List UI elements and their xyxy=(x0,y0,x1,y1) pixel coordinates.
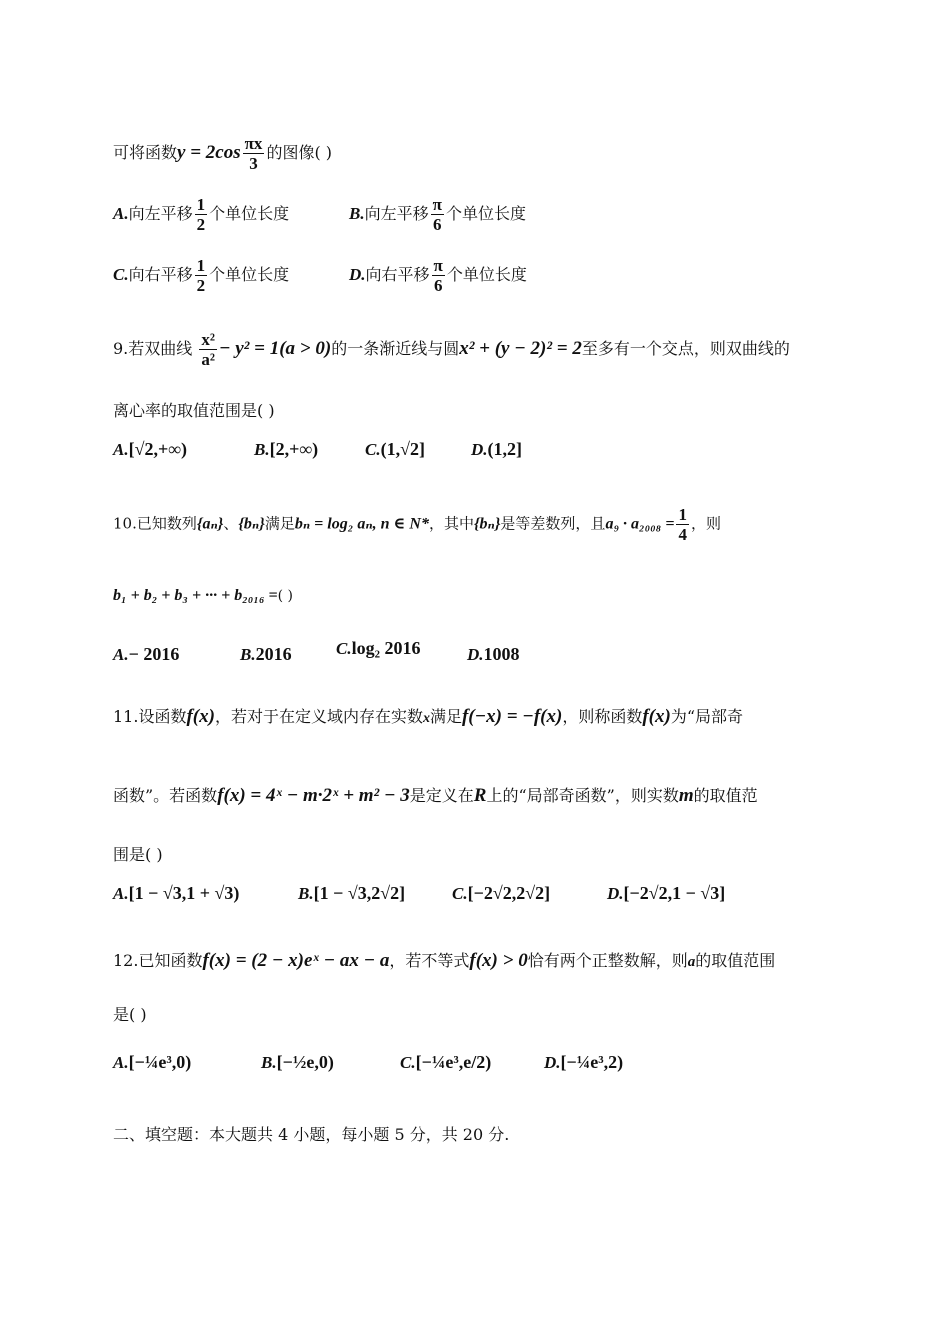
option-value: log₂ 2016 xyxy=(351,638,421,658)
option-label: C. xyxy=(452,884,468,903)
option-value: [2,+∞) xyxy=(269,439,319,459)
q8-option-d[interactable] xyxy=(349,256,527,295)
q10-text: 是等差数列，且 xyxy=(500,514,606,533)
q8-frac-num: πx xyxy=(244,134,263,153)
option-value: [−¼e³,0) xyxy=(128,1052,192,1072)
q9-stem-line2 xyxy=(113,400,840,422)
option-fraction xyxy=(432,256,445,295)
option-label: B. xyxy=(298,884,314,903)
option-label: B. xyxy=(261,1053,277,1072)
q11-option-b[interactable] xyxy=(298,883,405,904)
option-value: [1 − √3,1 + √3) xyxy=(128,883,240,903)
option-value: [√2,+∞) xyxy=(128,439,188,459)
frac-num: 1 xyxy=(678,505,687,524)
q10-seq-a: {aₙ} xyxy=(196,515,224,533)
q11-fx: f(x) xyxy=(186,706,215,727)
q9-option-d[interactable] xyxy=(471,439,522,460)
option-value: (1,2] xyxy=(487,439,523,459)
q9-text: 的一条渐近线与圆 xyxy=(331,339,460,358)
q9-hyperbola-fraction xyxy=(199,330,217,369)
option-value: (1,√2] xyxy=(380,439,425,459)
q11-option-d[interactable] xyxy=(607,883,725,904)
frac-num: x² xyxy=(201,330,215,349)
q11-fx: f(x) xyxy=(642,706,671,727)
q10-option-c[interactable] xyxy=(336,638,421,659)
option-label: A. xyxy=(113,645,129,664)
frac-num: 1 xyxy=(196,256,206,275)
option-label: A. xyxy=(113,440,129,459)
option-text: 个单位长度 xyxy=(445,204,526,223)
option-value: − 2016 xyxy=(128,644,180,664)
q12-option-c[interactable] xyxy=(400,1052,491,1073)
option-text: 个单位长度 xyxy=(209,265,290,284)
q10-text: 满足 xyxy=(264,514,295,533)
frac-den: 2 xyxy=(196,215,206,234)
q10-condition: bₙ = log₂ aₙ, n ∈ N* xyxy=(294,515,429,533)
q11-text: 函数”。若函数 xyxy=(113,786,218,805)
q9-circle-formula: x² + (y − 2)² = 2 xyxy=(459,338,582,359)
q12-stem xyxy=(113,950,840,973)
q11-text: ，若对于在定义域内存在实数 xyxy=(214,707,423,726)
q10-stem-line2 xyxy=(113,584,840,607)
q12-inequality: f(x) > 0 xyxy=(469,950,528,971)
option-label: D. xyxy=(544,1053,561,1072)
option-label: A. xyxy=(113,884,129,903)
option-value: [−¼e³,e/2) xyxy=(415,1052,492,1072)
q11-text: 上的“局部奇函数”，则实数 xyxy=(486,786,679,805)
q12-text: 已知函数 xyxy=(138,951,203,970)
q12-text: 恰有两个正整数解，则 xyxy=(527,951,688,970)
option-label: C. xyxy=(113,265,129,284)
q12-stem-line2 xyxy=(113,1004,840,1026)
q10-text: ，其中 xyxy=(428,514,474,533)
frac-num: π xyxy=(432,195,442,214)
q12-text: 的取值范围 xyxy=(695,951,776,970)
q10-fraction xyxy=(676,505,689,544)
q11-text: 围是( ) xyxy=(113,845,163,864)
section-2-heading: 二、填空题：本大题共 4 小题，每小题 5 分，共 20 分. xyxy=(113,1125,510,1144)
q10-option-a[interactable] xyxy=(113,644,179,665)
q12-text: 是( ) xyxy=(113,1005,147,1024)
q9-option-b[interactable] xyxy=(254,439,318,460)
frac-num: 1 xyxy=(196,195,206,214)
q11-text: 设函数 xyxy=(138,707,187,726)
q8-stem xyxy=(113,134,840,173)
option-value: [−½e,0) xyxy=(276,1052,334,1072)
q9-text: 离心率的取值范围是( ) xyxy=(113,401,275,420)
option-label: B. xyxy=(254,440,270,459)
q8-prefix: 可将函数 xyxy=(113,143,178,162)
q8-option-c[interactable] xyxy=(113,256,289,295)
q8-option-b[interactable] xyxy=(349,195,526,234)
q11-option-c[interactable] xyxy=(452,883,550,904)
q10-text: ，则 xyxy=(690,514,721,533)
q8-option-a[interactable] xyxy=(113,195,289,234)
q11-text: ，则称函数 xyxy=(562,707,643,726)
frac-den: 6 xyxy=(433,276,443,295)
option-label: C. xyxy=(365,440,381,459)
option-value: [1 − √3,2√2] xyxy=(313,883,406,903)
option-label: A. xyxy=(113,1053,129,1072)
q11-m: m xyxy=(678,785,694,806)
q12-text: ，若不等式 xyxy=(389,951,470,970)
q9-text: 若双曲线 xyxy=(128,339,193,358)
q11-option-a[interactable] xyxy=(113,883,239,904)
option-label: D. xyxy=(467,645,484,664)
q10-text: 、 xyxy=(223,514,239,533)
option-label: D. xyxy=(349,265,366,284)
option-label: B. xyxy=(349,204,365,223)
frac-den: 6 xyxy=(433,215,442,234)
question-number: 10. xyxy=(113,514,137,533)
q11-condition: f(−x) = −f(x) xyxy=(461,706,563,727)
option-value: 2016 xyxy=(255,644,292,664)
option-label: D. xyxy=(471,440,488,459)
q10-text: 已知数列 xyxy=(136,514,197,533)
q11-text: 为“局部奇 xyxy=(670,707,743,726)
q11-text: 满足 xyxy=(429,707,462,726)
q11-stem xyxy=(113,706,840,730)
question-number: 12. xyxy=(113,951,139,970)
option-label: C. xyxy=(336,639,352,658)
q8-formula: y = 2cos xyxy=(177,142,241,163)
q12-a: a xyxy=(687,954,696,970)
q11-text: 是定义在 xyxy=(409,786,474,805)
option-text: 个单位长度 xyxy=(446,265,527,284)
q11-R: R xyxy=(473,785,487,806)
q9-option-a[interactable] xyxy=(113,439,187,460)
option-fraction xyxy=(195,195,208,234)
q11-x: x xyxy=(422,711,430,726)
option-label: D. xyxy=(607,884,624,903)
q8-frac-den: 3 xyxy=(249,154,258,173)
question-number: 9. xyxy=(113,339,129,358)
option-fraction xyxy=(431,195,444,234)
option-label: C. xyxy=(400,1053,416,1072)
q10-stem xyxy=(113,505,840,544)
q10-sum-formula: b₁ + b₂ + b₃ + ··· + b₂₀₁₆ = xyxy=(113,587,278,604)
frac-den: a² xyxy=(201,350,215,369)
q9-text: 至多有一个交点，则双曲线的 xyxy=(581,339,790,358)
question-number: 11. xyxy=(113,707,139,726)
q8-suffix: 的图像( ) xyxy=(266,143,333,162)
option-text: 向右平移 xyxy=(128,265,193,284)
q9-stem xyxy=(113,330,840,369)
option-value: [−2√2,2√2] xyxy=(467,883,551,903)
option-text: 向左平移 xyxy=(128,204,193,223)
q11-stem-line3 xyxy=(113,844,840,866)
option-text: 个单位长度 xyxy=(209,204,290,223)
q11-text: 的取值范 xyxy=(693,786,758,805)
q11-function: f(x) = 4ˣ − m·2ˣ + m² − 3 xyxy=(217,785,410,806)
option-value: 1008 xyxy=(483,644,520,664)
option-text: 向右平移 xyxy=(365,265,430,284)
q10-seq-b: {bₙ} xyxy=(473,515,501,533)
frac-den: 4 xyxy=(678,525,687,544)
q11-stem-line2 xyxy=(113,785,840,807)
q12-option-d[interactable] xyxy=(544,1052,623,1073)
q10-condition2: a₉ · a₂₀₀₈ = xyxy=(605,515,675,533)
q10-seq-b: {bₙ} xyxy=(238,515,265,533)
option-label: B. xyxy=(240,645,256,664)
q9-hyperbola-formula: − y² = 1(a > 0) xyxy=(218,338,332,359)
q8-fraction xyxy=(243,134,265,173)
q10-option-b[interactable] xyxy=(240,644,292,665)
q10-option-d[interactable] xyxy=(467,644,520,665)
q9-option-c[interactable] xyxy=(365,439,425,460)
option-text: 向左平移 xyxy=(364,204,429,223)
q12-option-b[interactable] xyxy=(261,1052,334,1073)
option-value: [−2√2,1 − √3] xyxy=(623,883,726,903)
frac-den: 2 xyxy=(196,276,206,295)
q12-function: f(x) = (2 − x)eˣ − ax − a xyxy=(202,950,390,971)
q12-option-a[interactable] xyxy=(113,1052,191,1073)
q10-text: ( ) xyxy=(277,588,294,604)
option-value: [−¼e³,2) xyxy=(560,1052,624,1072)
option-label: A. xyxy=(113,204,129,223)
option-fraction xyxy=(195,256,208,295)
frac-num: π xyxy=(433,256,443,275)
